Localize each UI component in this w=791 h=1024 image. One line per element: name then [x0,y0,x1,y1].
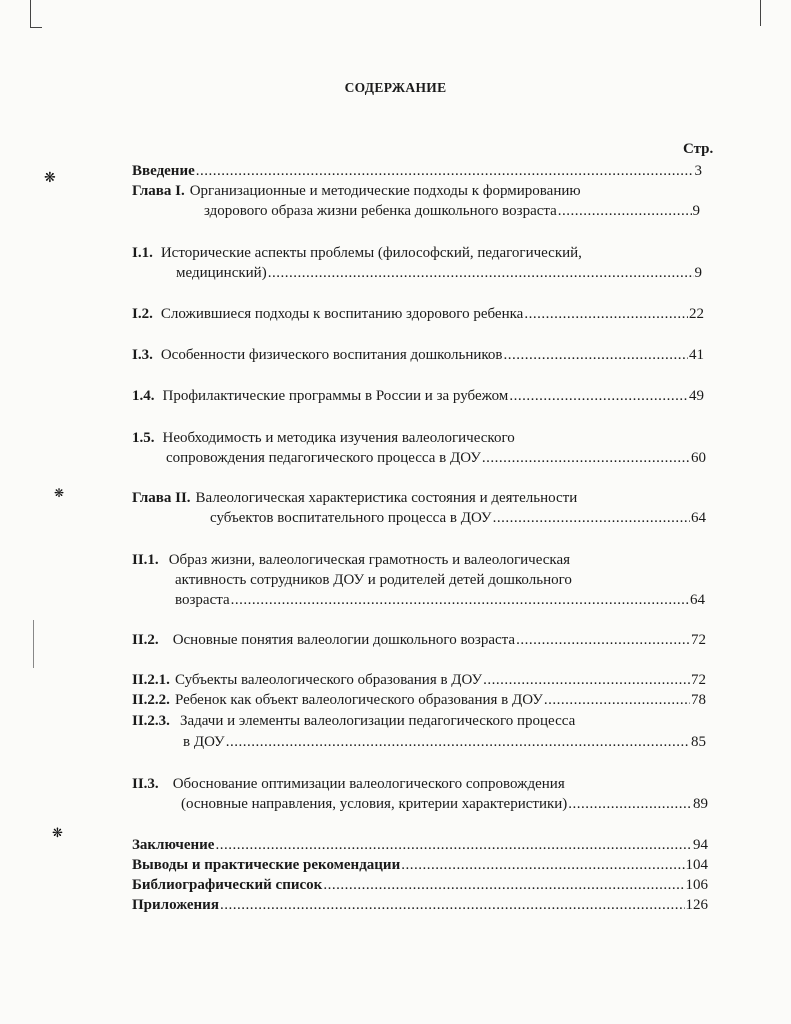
toc-entry-chapter-2[interactable] [132,489,712,507]
toc-entry-chapter-2-cont [210,509,706,527]
toc-entry-2-3-cont [181,795,708,813]
toc-leader [268,264,694,282]
toc-number: Глава II. [132,490,191,506]
toc-leader [509,387,688,405]
toc-page: 126 [685,897,708,913]
toc-title-line: возраста [175,592,230,608]
toc-title: Особенности физического воспитания дошкольников [160,347,503,363]
toc-title: Введение [132,163,195,179]
toc-page: 9 [694,265,702,281]
toc-page: 64 [690,592,705,608]
toc-leader [231,591,689,609]
toc-page: 22 [689,306,704,322]
toc-leader [558,202,692,220]
toc-page: 89 [693,796,708,812]
toc-leader [401,856,684,874]
toc-title-line: Исторические аспекты проблемы (философский, педагогический, [160,245,582,261]
toc-number: II.1. [132,552,159,568]
toc-title-line: Обоснование оптимизации валеологического сопровождения [172,776,565,792]
toc-title: Основные понятия валеологии дошкольного возраста [172,632,516,648]
scan-edge-side [33,620,34,668]
toc-page: 9 [692,203,700,219]
toc-title: Выводы и практические рекомендации [132,857,401,873]
toc-leader [483,671,690,689]
toc-number: Глава I. [132,183,185,199]
toc-page: 85 [691,734,706,750]
toc-number: II.2.3. [132,713,170,729]
toc-page: 106 [685,877,708,893]
scan-edge-top [30,27,42,28]
toc-number: 1.4. [132,388,155,404]
toc-page: 94 [693,837,708,853]
toc-title-line: Необходимость и методика изучения валеологического [162,430,515,446]
toc-entry-2-3[interactable] [132,775,712,793]
scan-edge-right [760,0,761,26]
toc-title: Библиографический список [132,877,323,893]
toc-leader [226,733,690,751]
toc-title: Субъекты валеологического образования в ДОУ [174,672,483,688]
toc-title: Профилактические программы в России и за рубежом [162,388,509,404]
toc-title: Ребенок как объект валеологического образования в ДОУ [174,692,543,708]
toc-page: 72 [691,672,706,688]
toc-page: 78 [691,692,706,708]
page-column-header: Стр. [683,141,714,157]
toc-leader [544,691,690,709]
toc-page: 41 [689,347,704,363]
toc-number: II.2.2. [132,692,170,708]
toc-leader [493,509,690,527]
toc-leader [323,876,684,894]
toc-entry-appendices[interactable] [132,896,708,914]
toc-entry-2-2-2[interactable] [132,691,706,709]
toc-leader [504,346,689,364]
toc-entry-chapter-1-cont [204,202,700,220]
toc-title-line: здорового образа жизни ребенка дошкольного возраста [204,203,557,219]
toc-number: II.3. [132,776,159,792]
toc-title-line: Образ жизни, валеологическая грамотность и валеологическая [168,552,571,568]
toc-leader [568,795,692,813]
toc-entry-1-4[interactable] [132,387,704,405]
toc-leader [220,896,685,914]
toc-title: Заключение [132,837,215,853]
toc-entry-2-1[interactable] [132,551,712,569]
toc-page: 3 [694,163,702,179]
toc-entry-2-1-cont [175,571,695,589]
toc-title-line: активность сотрудников ДОУ и родителей детей дошкольного [175,572,572,588]
toc-entry-1-5-cont [166,449,706,467]
toc-entry-2-1-cont2 [175,591,705,609]
toc-page: 72 [691,632,706,648]
toc-leader [196,162,694,180]
toc-entry-conclusion[interactable] [132,836,708,854]
document-title: СОДЕРЖАНИЕ [344,80,447,95]
toc-entry-bibliography[interactable] [132,876,708,894]
toc-title-line: Задачи и элементы валеологизации педагогического процесса [179,713,576,729]
toc-number: II.2. [132,632,159,648]
toc-entry-2-2-1[interactable] [132,671,706,689]
toc-title-line: (основные направления, условия, критерии характеристики) [181,796,568,812]
toc-entry-introduction[interactable] [132,162,702,180]
toc-entry-1-1-cont [176,264,702,282]
toc-entry-1-1[interactable] [132,244,702,262]
toc-page: 64 [691,510,706,526]
toc-title: Сложившиеся подходы к воспитанию здорового ребенка [160,306,524,322]
toc-title-line: сопровождения педагогического процесса в ДОУ [166,450,481,466]
toc-number: I.3. [132,347,153,363]
ink-speck-icon: ❋ [52,826,63,841]
toc-title-line: субъектов воспитательного процесса в ДОУ [210,510,492,526]
toc-leader [524,305,688,323]
toc-number: II.2.1. [132,672,170,688]
toc-leader [482,449,690,467]
toc-title-line: Валеологическая характеристика состояния и деятельности [195,490,578,506]
toc-number: I.1. [132,245,153,261]
toc-entry-1-2[interactable] [132,305,704,323]
ink-speck-icon: ❋ [54,486,65,500]
toc-entry-2-2-3[interactable] [132,712,712,730]
toc-entry-1-5[interactable] [132,429,704,447]
toc-entry-2-2[interactable] [132,631,706,649]
toc-entry-chapter-1[interactable] [132,182,712,200]
toc-title: Приложения [132,897,219,913]
toc-page: 60 [691,450,706,466]
ink-speck-icon: ❋ [44,170,56,186]
toc-number: 1.5. [132,430,155,446]
toc-title-line: в ДОУ [183,734,225,750]
toc-entry-2-2-3-cont [183,733,706,751]
toc-leader [215,836,692,854]
toc-entry-recommendations[interactable] [132,856,708,874]
toc-number: I.2. [132,306,153,322]
scan-edge-left [30,0,31,28]
toc-leader [516,631,690,649]
toc-title-line: Организационные и методические подходы к формированию [189,183,581,199]
toc-entry-1-3[interactable] [132,346,704,364]
toc-title-line: медицинский) [176,265,267,281]
toc-page: 49 [689,388,704,404]
toc-page: 104 [685,857,708,873]
